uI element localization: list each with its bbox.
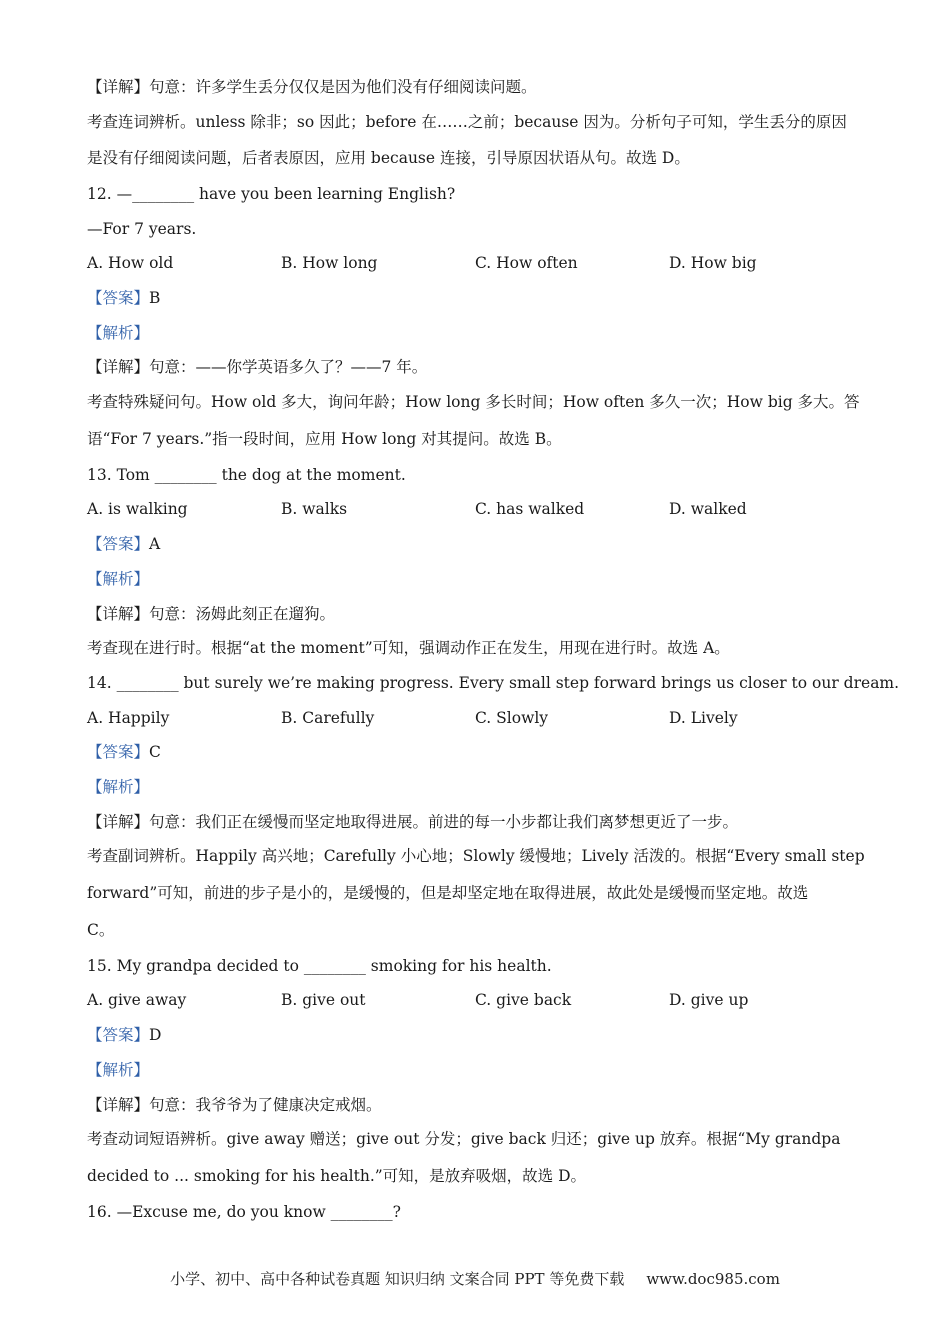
q13-answer: 【答案】A (87, 535, 161, 553)
q15-analysis-line-1: 考查动词短语辨析。give away 赠送；give out 分发；give back 归还；give up 放弃。根据“My grandpa (87, 1130, 841, 1148)
q14-answer: 【答案】C (87, 743, 161, 761)
option-d: D. How big (669, 254, 757, 272)
q14-analysis-line-2: forward”可知，前进的步子是小的，是缓慢的，但是却坚定地在取得进展，故此处是缓慢而坚定地。故选 (87, 884, 809, 902)
option-c: C. give back (475, 991, 572, 1009)
answer-tag: 【答案】 (87, 743, 150, 761)
q15-analysis-line-2: decided to ... smoking for his health.”可知，是放弃吸烟，故选 D。 (87, 1167, 587, 1185)
option-b: B. How long (281, 254, 378, 272)
detail-tag: 【详解】 (87, 1096, 150, 1114)
q13-jiexi-tag: 【解析】 (87, 570, 150, 588)
detail-tag: 【详解】 (87, 358, 150, 376)
q15-stem: 15. My grandpa decided to ________ smoking for his health. (87, 957, 552, 975)
detail-tag: 【详解】 (87, 605, 150, 623)
q11-analysis-line-1: 考查连词辨析。unless 除非；so 因此；before 在……之前；because 因为。分析句子可知，学生丢分的原因 (87, 113, 847, 131)
q12-stem: 12. —________ have you been learning English? (87, 185, 456, 203)
q13-detail: 【详解】句意：汤姆此刻正在遛狗。 (87, 605, 336, 623)
option-d: D. Lively (669, 709, 738, 727)
answer-tag: 【答案】 (87, 1026, 150, 1044)
option-b: B. Carefully (281, 709, 375, 727)
q15-answer: 【答案】D (87, 1026, 162, 1044)
q11-detail: 【详解】句意：许多学生丢分仅仅是因为他们没有仔细阅读问题。 (87, 78, 537, 96)
option-b: B. walks (281, 500, 348, 518)
q12-reply: —For 7 years. (87, 220, 197, 238)
answer-tag: 【答案】 (87, 535, 150, 553)
q12-analysis-line-2: 语“For 7 years.”指一段时间，应用 How long 对其提问。故选 B。 (87, 430, 562, 448)
option-a: A. is walking (87, 500, 188, 518)
q12-answer: 【答案】B (87, 289, 161, 307)
footer-url: www.doc985.com (646, 1270, 780, 1288)
option-b: B. give out (281, 991, 366, 1009)
q14-analysis-line-1: 考查副词辨析。Happily 高兴地；Carefully 小心地；Slowly 缓慢地；Lively 活泼的。根据“Every small step (87, 847, 865, 865)
option-a: A. Happily (87, 709, 170, 727)
detail-tag: 【详解】 (87, 813, 150, 831)
option-c: C. Slowly (475, 709, 549, 727)
q14-analysis-line-3: C。 (87, 921, 115, 939)
q15-jiexi-tag: 【解析】 (87, 1061, 150, 1079)
q12-analysis-line-1: 考查特殊疑问句。How old 多大，询问年龄；How long 多长时间；How often 多久一次；How big 多大。答 (87, 393, 860, 411)
detail-tag: 【详解】 (87, 78, 150, 96)
page-footer (0, 1268, 950, 1289)
q15-detail: 【详解】句意：我爷爷为了健康决定戒烟。 (87, 1096, 382, 1114)
option-a: A. How old (87, 254, 174, 272)
q14-detail: 【详解】句意：我们正在缓慢而坚定地取得进展。前进的每一小步都让我们离梦想更近了一步。 (87, 813, 739, 831)
footer-promo-text: 小学、初中、高中各种试卷真题 知识归纳 文案合同 PPT 等免费下载 (170, 1270, 625, 1288)
q11-analysis-line-2: 是没有仔细阅读问题，后者表原因，应用 because 连接，引导原因状语从句。故选 D。 (87, 149, 690, 167)
q12-jiexi-tag: 【解析】 (87, 324, 150, 342)
q13-analysis-line-1: 考查现在进行时。根据“at the moment”可知，强调动作正在发生，用现在进行时。故选 A。 (87, 639, 730, 657)
answer-tag: 【答案】 (87, 289, 150, 307)
q14-jiexi-tag: 【解析】 (87, 778, 150, 796)
q14-stem: 14. ________ but surely we’re making progress. Every small step forward brings us closer to our dream. (87, 674, 900, 692)
option-a: A. give away (87, 991, 187, 1009)
option-d: D. give up (669, 991, 749, 1009)
q13-stem: 13. Tom ________ the dog at the moment. (87, 466, 406, 484)
q12-detail: 【详解】句意：——你学英语多久了？——7 年。 (87, 358, 428, 376)
option-c: C. How often (475, 254, 578, 272)
q16-stem: 16. —Excuse me, do you know ________? (87, 1203, 401, 1221)
option-c: C. has walked (475, 500, 585, 518)
option-d: D. walked (669, 500, 747, 518)
